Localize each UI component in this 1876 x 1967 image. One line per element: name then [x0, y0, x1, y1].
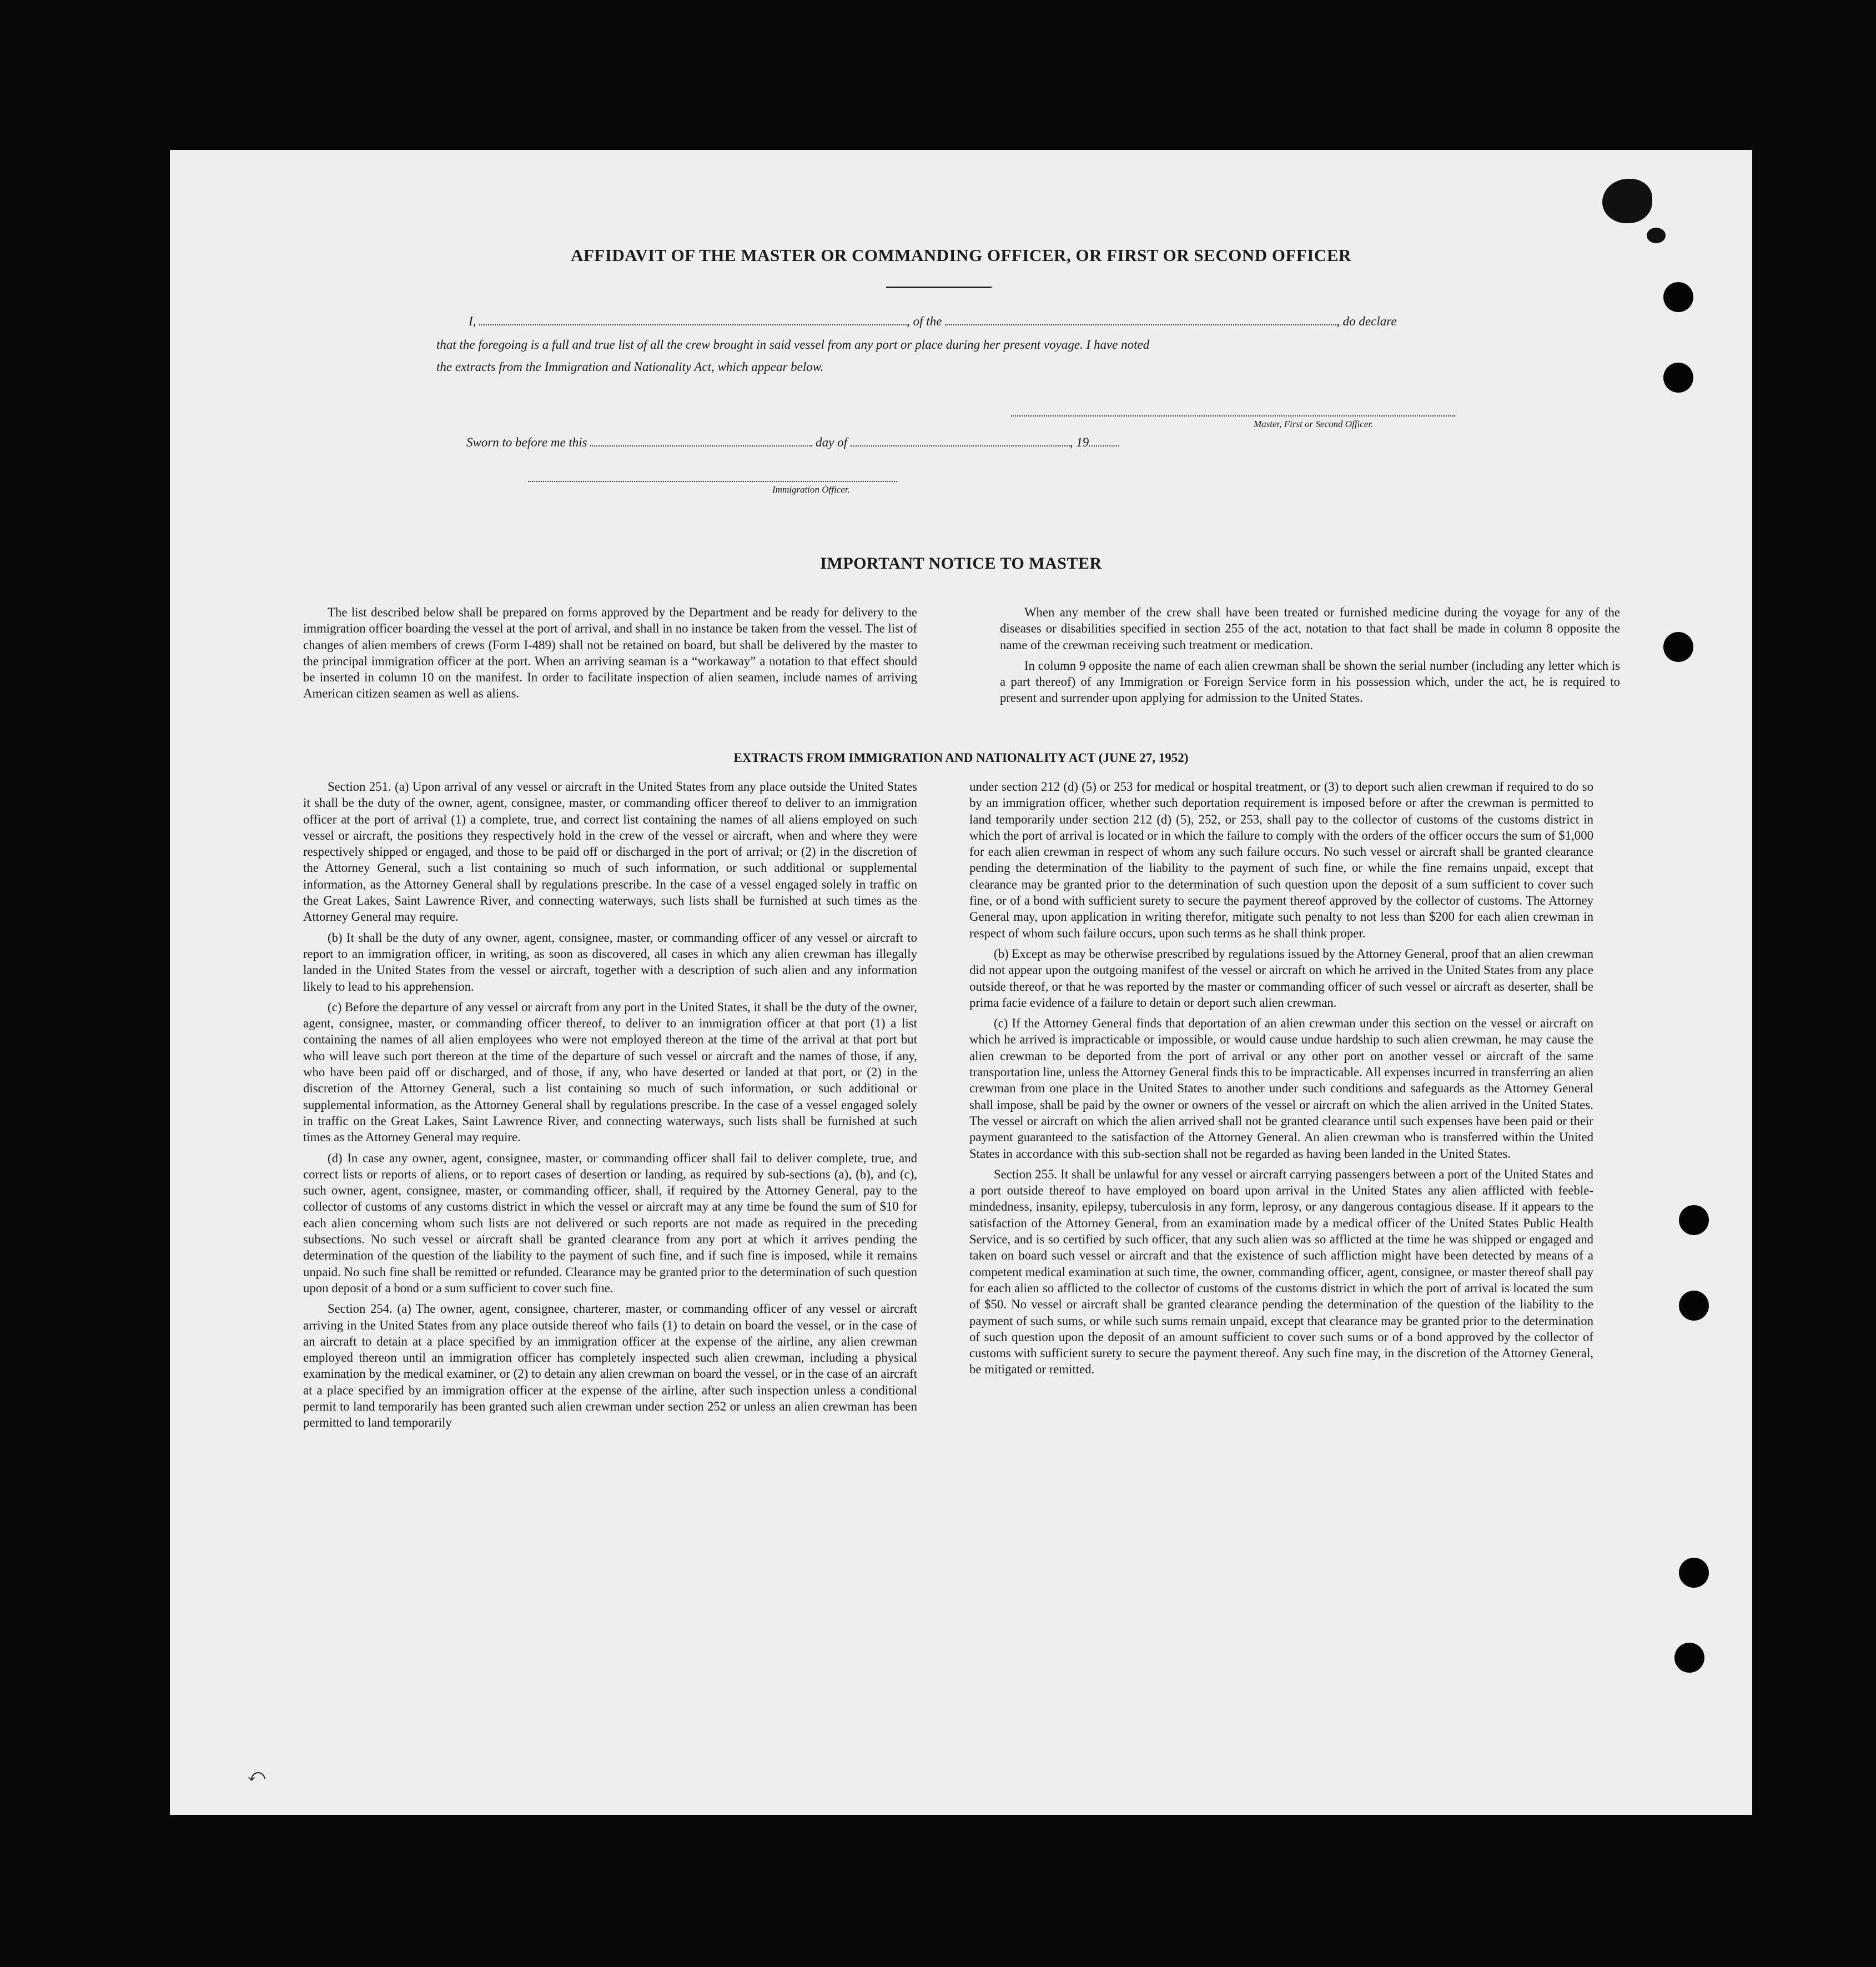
notice-right-text-2: In column 9 opposite the name of each alien crewman shall be shown the serial number (including any letter which is a part thereof) of any Immigration or Foreign Service form in his possession which, under the act, he is required to present and surrender upon applying for admission to the United States.: [1000, 658, 1620, 705]
punch-hole-1: [1663, 282, 1693, 312]
punch-hole-4: [1679, 1205, 1709, 1235]
section-254-a-continued: under section 212 (d) (5) or 253 for medical or hospital treatment, or (3) to deport such alien crewman if required to do so by an immigration officer, whether such deportation requirement is imposed before or after the crewman is permitted to land temporarily under section 212 (d) (5), 252, or 253, shall pay to the collector of customs of the customs district in which the port of arrival is located or in which the failure to comply with the orders of the officer occurs the sum of $1,000 for each alien crewman in respect of whom any such failure occurs. No such vessel or aircraft shall be granted clearance pending the determination of the liability to the payment of such fine, or while the fine remains unpaid, except that clearance may be granted prior to the determination of such question upon the deposit of a sum sufficient to cover such fine, or of a bond with sufficient surety to secure the payment thereof approved by the collector of customs. The Attorney General may, upon application in writing therefor, mitigate such penalty to not less than $200 for each alien crewman in respect of whom such failure occurs, upon such terms as he shall think proper.: [969, 780, 1593, 940]
title-rule: [886, 287, 992, 288]
punch-hole-6: [1679, 1558, 1709, 1588]
extracts-left-column: [303, 779, 917, 1436]
extracts-right-column: [969, 779, 1593, 1382]
notice-title: IMPORTANT NOTICE TO MASTER: [820, 554, 1102, 573]
section-254-a: Section 254. (a) The owner, agent, consignee, charterer, master, or commanding officer of any vessel or aircraft arriving in the United States from any place outside thereof who fails (1) to detain on board the vessel, or in the case of an aircraft to detain at a place specified by an immigration officer at the expense of the airline, any alien crewman employed thereon until an immigration officer has completely inspected such alien crewman, including a physical examination by the medical examiner, or (2) to detain any alien crewman on board the vessel, or in the case of an aircraft at a place specified by an immigration officer at the expense of the airline, after such inspection unless a conditional permit to land temporarily has been granted such alien crewman under section 252 or unless an alien crewman has been permitted to land temporarily: [303, 1302, 917, 1430]
sworn-label: Sworn to before me this: [466, 435, 587, 449]
year-label: , 19: [1069, 435, 1089, 449]
sworn-month-blank[interactable]: [851, 445, 1070, 446]
section-255: Section 255. It shall be unlawful for any vessel or aircraft carrying passengers between a port of the United States and a port outside thereof to have employed on board upon arrival in the United States any alien afflicted with feeble-mindedness, insanity, epilepsy, tuberculosis in any form, leprosy, or any dangerous contagious disease. If it appears to the satisfaction of the Attorney General, from an examination made by a medical officer of the United States Public Health Service, and is so certified by such officer, that any such alien was so afflicted at the time he was shipped or engaged and taken on board such vessel or aircraft and that the existence of such affliction might have been detected by means of a competent medical examination at such time, the owner, commanding officer, agent, consignee, or master thereof shall pay for each alien so afflicted to the collector of customs of the customs district in which the port of arrival is located the sum of $50. No vessel or aircraft shall be granted clearance pending the determination of the question of the liability to the payment of such sums, or while such sums remain unpaid, except that clearance may be granted prior to the determination of such question upon the deposit of an amount sufficient to cover such sums or of a bond approved by the collector of customs with sufficient surety to secure the payment thereof. Any such fine may, in the discretion of the Attorney General, be mitigated or remitted.: [969, 1167, 1593, 1377]
affidavit-title: AFFIDAVIT OF THE MASTER OR COMMANDING OFFICER, OR FIRST OR SECOND OFFICER: [571, 245, 1351, 265]
punch-hole-3: [1663, 632, 1693, 662]
ink-blot: [1602, 179, 1652, 223]
officer-signature-line[interactable]: [528, 481, 897, 482]
master-signature-line[interactable]: [1011, 415, 1455, 417]
affidavit-i-label: I,: [469, 314, 476, 328]
margin-mark: ⤺: [248, 1766, 266, 1785]
punch-hole-2: [1663, 363, 1693, 393]
notice-right-text-1: When any member of the crew shall have been treated or furnished medicine during the voyage for any of the diseases or disabilities specified in section 255 of the act, notation to that fact shall be made in column 8 opposite the name of the crewman receiving such treatment or medication.: [1000, 605, 1620, 652]
ink-spot: [1647, 228, 1666, 243]
of-the-label: , of the: [907, 314, 942, 328]
day-of-label: day of: [816, 435, 847, 449]
notice-right-column: [1000, 604, 1620, 711]
year-blank[interactable]: [1089, 445, 1119, 446]
vessel-blank[interactable]: [945, 324, 1336, 325]
section-254-b: (b) Except as may be otherwise prescribed by regulations issued by the Attorney General, proof that an alien crewman did not appear upon the outgoing manifest of the vessel or aircraft on which he arrived in the United States from any place outside thereof, or that he was reported by the master or commanding officer of such vessel or aircraft as deserter, shall be prima facie evidence of a failure to detain or deport such alien crewman.: [969, 946, 1593, 1010]
section-251-c: (c) Before the departure of any vessel or aircraft from any port in the United States, it shall be the duty of the owner, agent, consignee, master, or commanding officer thereof, to deliver to an immigration officer at that port (1) a list containing the names of all alien employees who were not employed thereon at the time of the arrival at that port but who will leave such port thereon at the time of the departure of such vessel or aircraft and the names of those, if any, who have been paid off or discharged, and of those, if any, who have deserted or landed at that port, or (2) in the discretion of the Attorney General, such a list containing so much of such information, or such additional or supplemental information, as the Attorney General shall by regulations prescribe. In the case of a vessel engaged solely in traffic on the Great Lakes, Saint Lawrence River, and connecting waterways, such lists shall be furnished at such times as the Attorney General may require.: [303, 1000, 917, 1145]
sworn-line: [466, 435, 1119, 450]
master-label: Master, First or Second Officer.: [1254, 419, 1374, 429]
affidavit-line-3: the extracts from the Immigration and Nationality Act, which appear below.: [436, 360, 824, 374]
section-251-d: (d) In case any owner, agent, consignee, master, or commanding officer shall fail to deliver complete, true, and correct lists or reports of aliens, or to report cases of desertion or landing, as required by sub-sections (a), (b), and (c), such owner, agent, consignee, master, or commanding officer, shall, if required by the Attorney General, pay to the collector of customs of any customs district in which the vessel or aircraft may at any time be found the sum of $10 for each alien concerning whom such lists are not delivered or such reports are not made as required in the preceding subsections. No such vessel or aircraft shall be granted clearance from any port at which it arrives pending the determination of the question of the liability to the payment of such fine, and if such fine is imposed, while it remains unpaid. No such fine shall be remitted or refunded. Clearance may be granted prior to the determination of such question upon deposit of a bond or a sum sufficient to cover such fine.: [303, 1151, 917, 1295]
affidavit-line-2: that the foregoing is a full and true list of all the crew brought in said vessel from any port or place during her present voyage. I have noted: [436, 338, 1150, 352]
section-251-b: (b) It shall be the duty of any owner, agent, consignee, master, or commanding officer of any vessel or aircraft to report to an immigration officer, in writing, as soon as discovered, all cases in which any alien crewman has illegally landed in the United States from the vessel or aircraft, together with a description of such alien and any information likely to lead to his apprehension.: [303, 930, 917, 993]
affidavit-line-1: [469, 314, 1397, 329]
punch-hole-7: [1674, 1643, 1704, 1673]
notice-left-column: [303, 604, 917, 706]
section-254-c: (c) If the Attorney General finds that deportation of an alien crewman under this section on the vessel or aircraft on which he arrived is impracticable or impossible, or would cause undue hardship to such alien crewman, he may cause the alien crewman to be deported from the port of arrival or any other port on another vessel or aircraft of the same transportation line, unless the Attorney General finds this to be impracticable. All expenses incurred in transferring an alien crewman from one place in the United States to another under such conditions and safeguards as the Attorney General shall impose, shall be paid by the owner or owners of the vessel or aircraft on which the alien arrived in the United States. The vessel or aircraft on which the alien arrived shall not be granted clearance until such expenses have been paid or their payment guaranteed to the satisfaction of the Attorney General. An alien crewman who is transferred within the United States in accordance with this sub-section shall not be regarded as having been landed in the United States.: [969, 1016, 1593, 1161]
punch-hole-5: [1679, 1291, 1709, 1321]
document-page: [170, 150, 1752, 1815]
do-declare-label: , do declare: [1336, 314, 1397, 328]
sworn-day-blank[interactable]: [590, 445, 812, 446]
notice-left-text: The list described below shall be prepared on forms approved by the Department and be ready for delivery to the immigration officer boarding the vessel at the port of arrival, and shall in no instance be taken from the vessel. The list of changes of alien members of crews (Form I-489) shall not be retained on board, but shall be delivered by the master to the principal immigration officer at the port. When an arriving seaman is a “workaway” a notation to that effect should be inserted in column 10 on the manifest. In order to facilitate inspection of alien seamen, include names of arriving American citizen seamen as well as aliens.: [303, 605, 917, 701]
extracts-title: EXTRACTS FROM IMMIGRATION AND NATIONALITY ACT (JUNE 27, 1952): [733, 751, 1189, 765]
name-blank[interactable]: [479, 324, 907, 325]
section-251-a: Section 251. (a) Upon arrival of any vessel or aircraft in the United States from any place outside the United States it shall be the duty of the owner, agent, consignee, master, or commanding officer thereof to deliver to an immigration officer at the port of arrival (1) a complete, true, and correct list containing the names of all aliens employed on such vessel or aircraft, the positions they respectively hold in the crew of the vessel or aircraft, when and where they were respectively shipped or engaged, and those to be paid off or discharged in the port of arrival; or (2) in the discretion of the Attorney General, such a list containing so much of such information, or such additional or supplemental information, as the Attorney General shall by regulations prescribe. In the case of a vessel engaged solely in traffic on the Great Lakes, Saint Lawrence River, and connecting waterways, such lists shall be furnished at such times as the Attorney General may require.: [303, 780, 917, 924]
immigration-officer-label: Immigration Officer.: [772, 484, 850, 495]
